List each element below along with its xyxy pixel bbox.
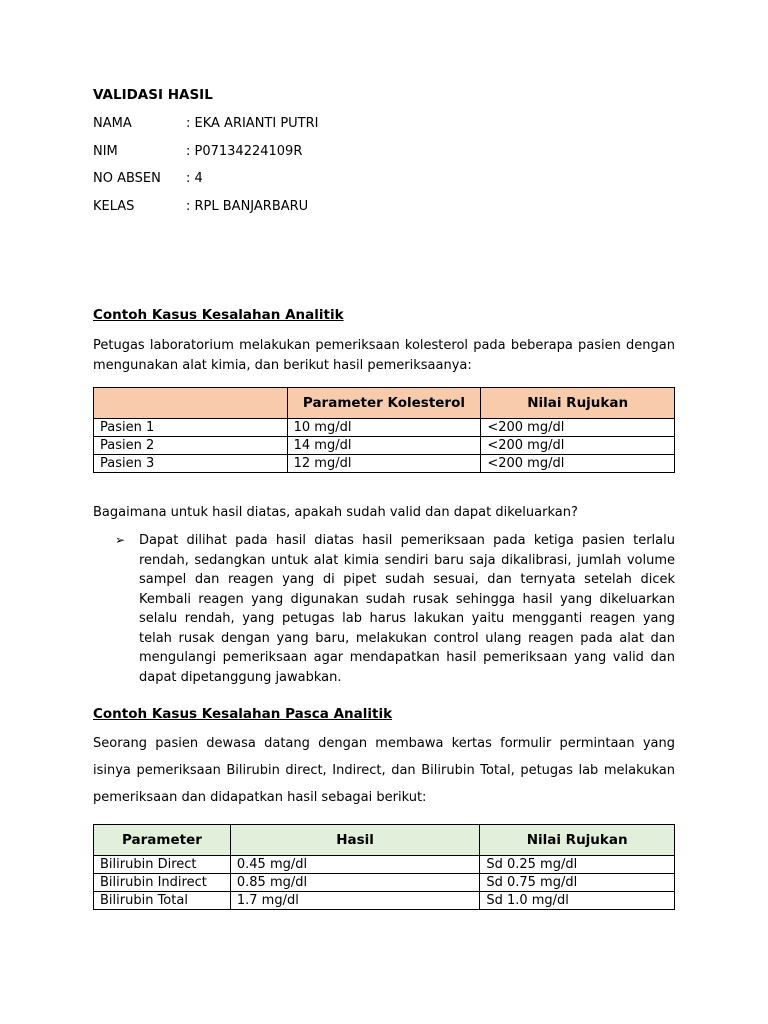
table-cell: 0.85 mg/dl [230, 874, 479, 892]
table-cell: 0.45 mg/dl [230, 856, 479, 874]
table-cell: Pasien 3 [94, 455, 288, 473]
table-row [94, 419, 675, 437]
bilirubin-table [93, 824, 675, 910]
table-cell: Bilirubin Indirect [94, 874, 231, 892]
table-cell: Sd 0.75 mg/dl [480, 874, 675, 892]
table-cell: 14 mg/dl [287, 437, 481, 455]
info-value: : 4 [186, 171, 203, 186]
info-row-nim [93, 143, 302, 161]
section2-intro: Seorang pasien dewasa datang dengan membawa kertas formulir permintaan yang isinya pemeriksaan Bilirubin direct, Indirect, dan Bilirubin Total, petugas lab melakukan pemeriksaan dan didapatkan hasil sebagai berikut: [93, 736, 675, 805]
info-label: NAMA [93, 116, 132, 131]
kolesterol-table [93, 387, 675, 473]
table-row [94, 856, 675, 874]
section-heading-analitik: Contoh Kasus Kesalahan Analitik [93, 307, 344, 323]
table-header-cell [94, 388, 288, 419]
table-row [94, 892, 675, 910]
info-row-no-absen [93, 170, 203, 188]
table-cell: Sd 1.0 mg/dl [480, 892, 675, 910]
info-row-kelas [93, 198, 308, 216]
table-cell: 12 mg/dl [287, 455, 481, 473]
table-cell: <200 mg/dl [481, 455, 675, 473]
table-header-cell: Parameter [94, 825, 231, 856]
table-header-row [94, 388, 675, 419]
info-label: NO ABSEN [93, 171, 161, 186]
table-header-cell: Hasil [230, 825, 479, 856]
table-row [94, 874, 675, 892]
table-cell: Sd 0.25 mg/dl [480, 856, 675, 874]
table-cell: <200 mg/dl [481, 437, 675, 455]
info-value: : RPL BANJARBARU [186, 199, 309, 214]
section1-intro: Petugas laboratorium melakukan pemeriksaan kolesterol pada beberapa pasien dengan mengunakan alat kimia, dan berikut hasil pemeriksaanya: [93, 338, 675, 373]
section1-answer: Dapat dilihat pada hasil diatas hasil pemeriksaan pada ketiga pasien terlalu rendah, sedangkan untuk alat kimia sendiri baru saja dikalibrasi, jumlah volume sampel dan reagen yang di pipet sudah sesuai, dan ternyata setelah dicek Kembali reagen yang digunakan sudah rusak sehingga hasil yang dikeluarkan selalu rendah, yang petugas lab harus lakukan yaitu mengganti reagen yang telah rusak dengan yang baru, melakukan control ulang reagen pada alat dan mengulangi pemeriksaan agar mendapatkan hasil pemeriksaan yang valid dan dapat dipetanggung jawabkan. [139, 533, 675, 685]
document-title: VALIDASI HASIL [93, 87, 213, 103]
section1-question: Bagaimana untuk hasil diatas, apakah sudah valid dan dapat dikeluarkan? [93, 505, 578, 520]
table-header-cell: Nilai Rujukan [481, 388, 675, 419]
table-cell: Pasien 1 [94, 419, 288, 437]
table-cell: Pasien 2 [94, 437, 288, 455]
table-cell: Bilirubin Direct [94, 856, 231, 874]
table-cell: 10 mg/dl [287, 419, 481, 437]
section-heading-pasca-analitik: Contoh Kasus Kesalahan Pasca Analitik [93, 706, 393, 722]
table-row [94, 437, 675, 455]
table-cell: Bilirubin Total [94, 892, 231, 910]
table-cell: <200 mg/dl [481, 419, 675, 437]
arrow-bullet-icon: ➢ [115, 533, 126, 547]
info-value: : P07134224109R [186, 144, 303, 159]
info-row-nama [93, 115, 319, 133]
table-header-row [94, 825, 675, 856]
info-label: NIM [93, 144, 118, 159]
table-header-cell: Parameter Kolesterol [287, 388, 481, 419]
table-header-cell: Nilai Rujukan [480, 825, 675, 856]
table-row [94, 455, 675, 473]
table-cell: 1.7 mg/dl [230, 892, 479, 910]
info-label: KELAS [93, 199, 135, 214]
info-value: : EKA ARIANTI PUTRI [186, 116, 319, 131]
